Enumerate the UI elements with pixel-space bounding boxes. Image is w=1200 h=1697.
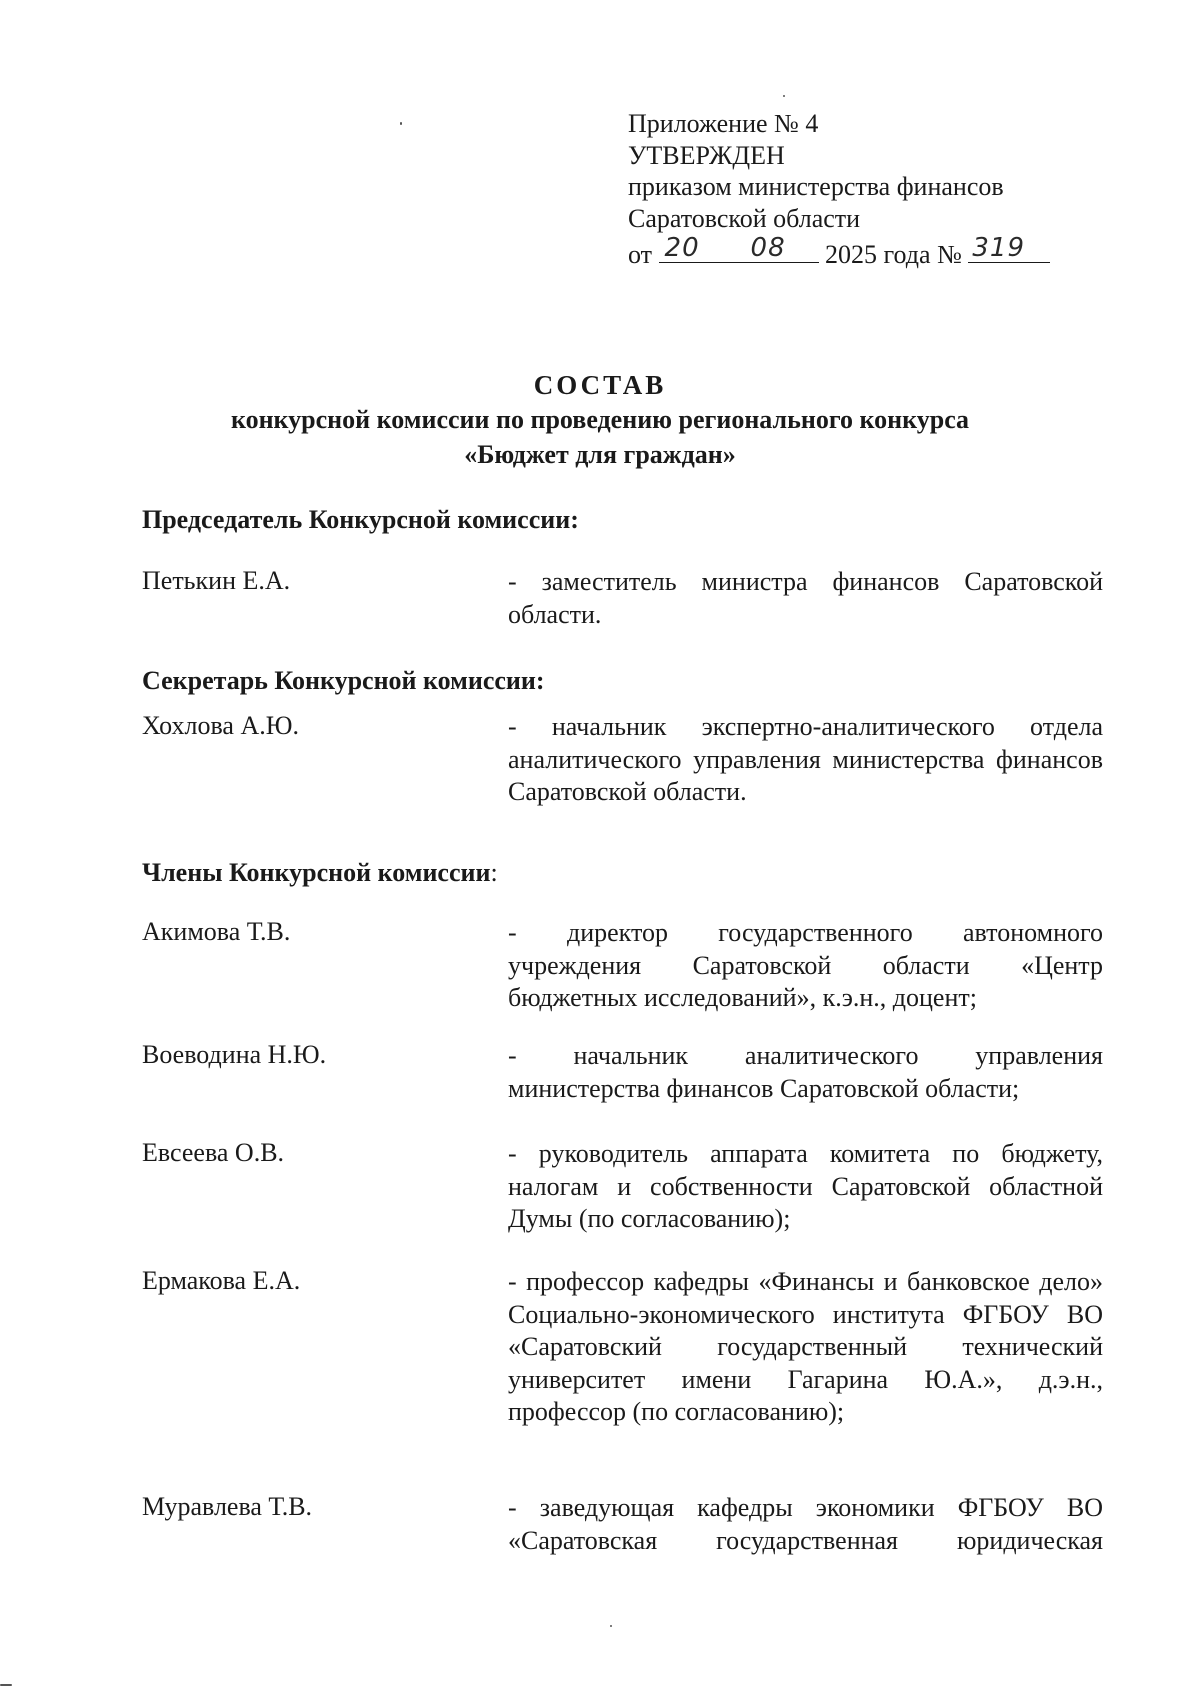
members-heading xyxy=(142,858,498,888)
document-title: СОСТАВ xyxy=(533,370,667,400)
date-prefix: от xyxy=(628,240,653,269)
member-position: - руководитель аппарата комитета по бюджету, налогам и собственности Саратовской областной Думы (по согласованию); xyxy=(508,1139,1103,1233)
approval-block xyxy=(628,108,1050,271)
date-month-blank xyxy=(709,234,819,263)
secretary-heading: Секретарь Конкурсной комиссии: xyxy=(142,666,545,695)
scan-speck xyxy=(783,95,785,97)
date-day-blank xyxy=(659,234,709,263)
date-day-handwritten: 20 xyxy=(664,232,700,263)
member-position: - директор государственного автономного учреждения Саратовской области «Центр бюджетных исследований», к.э.н., доцент; xyxy=(508,918,1103,1012)
member-name: Евсеева О.В. xyxy=(142,1138,285,1167)
contest-name: «Бюджет для граждан» xyxy=(464,440,736,469)
members-heading-colon: : xyxy=(490,858,498,887)
members-heading-text: Члены Конкурсной комиссии xyxy=(142,858,491,887)
member-name: Воеводина Н.Ю. xyxy=(142,1040,327,1069)
approved-label: УТВЕРЖДЕН xyxy=(628,140,785,170)
chair-name: Петькин Е.А. xyxy=(142,566,291,595)
scan-speck xyxy=(400,122,402,125)
member-name: Акимова Т.В. xyxy=(142,917,291,946)
approved-by-order: приказом министерства финансов xyxy=(628,172,1004,201)
scan-speck xyxy=(610,1625,612,1627)
date-month-handwritten: 08 xyxy=(750,232,786,263)
order-number-handwritten: 319 xyxy=(972,232,1026,263)
secretary-position: - начальник экспертно-аналитического отдела аналитического управления министерства финансов Саратовской области. xyxy=(508,712,1103,806)
secretary-name: Хохлова А.Ю. xyxy=(142,711,299,740)
approved-by-region: Саратовской области xyxy=(628,203,861,233)
order-date-line xyxy=(628,234,1050,271)
member-position: - заведующая кафедры экономики ФГБОУ ВО «Саратовская государственная юридическая xyxy=(508,1493,1103,1555)
chair-position: - заместитель министра финансов Саратовской области. xyxy=(508,567,1103,629)
order-number-blank xyxy=(968,234,1050,263)
scan-edge-mark xyxy=(0,1684,12,1686)
member-name: Ермакова Е.А. xyxy=(142,1266,301,1295)
member-position: - начальник аналитического управления министерства финансов Саратовской области; xyxy=(508,1041,1103,1103)
appendix-number: Приложение № 4 xyxy=(628,109,819,138)
document-subtitle: конкурсной комиссии по проведению регионального конкурса xyxy=(230,405,970,434)
date-year: 2025 года № xyxy=(825,240,962,269)
member-position: - профессор кафедры «Финансы и банковское дело» Социально-экономического института ФГБОУ ВО «Саратовский государственный технический университет имени Гагарина Ю.А.», д.э.н., профессор (по согласованию); xyxy=(508,1267,1103,1426)
member-name: Муравлева Т.В. xyxy=(142,1492,313,1521)
chair-heading: Председатель Конкурсной комиссии: xyxy=(142,505,579,534)
